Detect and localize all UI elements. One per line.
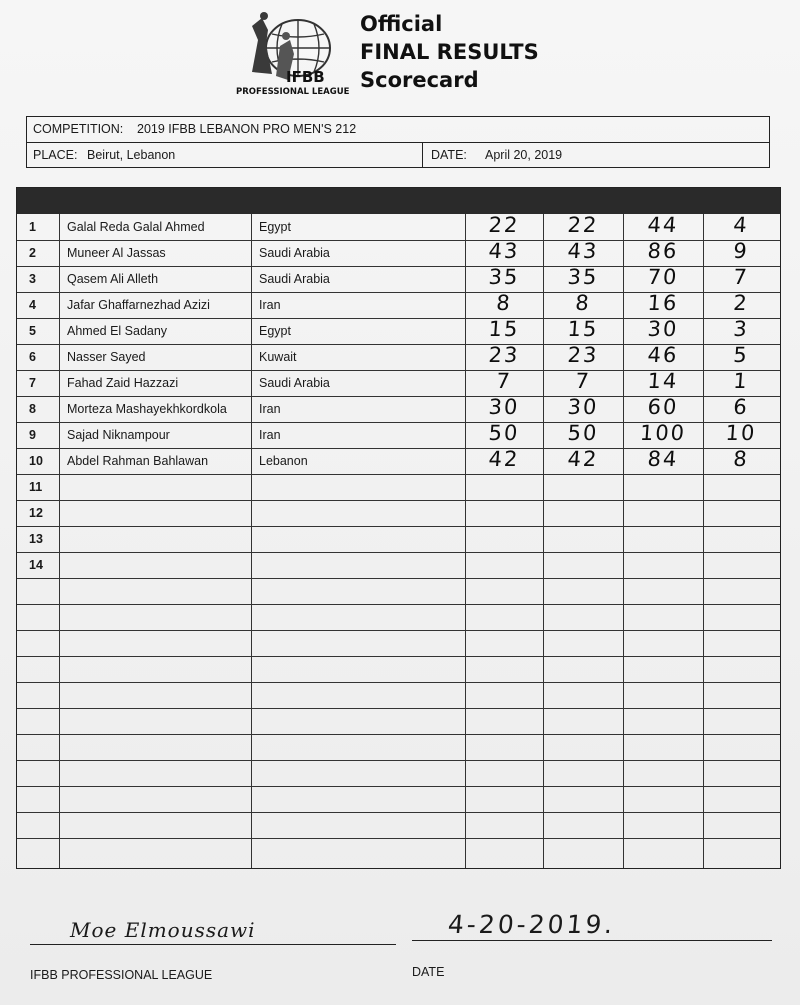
competition-row bbox=[27, 117, 769, 143]
results-table bbox=[16, 187, 781, 869]
row-divider bbox=[17, 474, 780, 475]
date-footer-label: DATE bbox=[412, 965, 445, 979]
score-s1: 23 bbox=[487, 343, 521, 367]
date-value: April 20, 2019 bbox=[485, 148, 563, 162]
score-s2: 15 bbox=[566, 317, 600, 341]
row-divider bbox=[17, 734, 780, 735]
score-s1: 8 bbox=[495, 291, 513, 315]
row-divider bbox=[17, 812, 780, 813]
score-s2: 42 bbox=[566, 447, 600, 471]
column-divider bbox=[703, 214, 704, 868]
score-s1: 7 bbox=[495, 369, 513, 393]
score-total: 70 bbox=[646, 265, 680, 289]
competition-info-box bbox=[26, 116, 770, 168]
score-total: 60 bbox=[646, 395, 680, 419]
row-number: 5 bbox=[29, 324, 36, 338]
score-place: 6 bbox=[732, 395, 750, 419]
row-number: 13 bbox=[29, 532, 43, 546]
row-number: 6 bbox=[29, 350, 36, 364]
row-divider bbox=[17, 838, 780, 839]
row-number: 3 bbox=[29, 272, 36, 286]
competitor-country: Egypt bbox=[259, 220, 291, 234]
score-total: 14 bbox=[646, 369, 680, 393]
row-number: 4 bbox=[29, 298, 36, 312]
score-place: 2 bbox=[732, 291, 750, 315]
competitor-country: Egypt bbox=[259, 324, 291, 338]
handwritten-date: 4-20-2019. bbox=[446, 910, 617, 939]
competitor-country: Kuwait bbox=[259, 350, 297, 364]
score-s2: 35 bbox=[566, 265, 600, 289]
row-divider bbox=[17, 708, 780, 709]
place-date-row bbox=[27, 143, 769, 168]
competitor-country: Saudi Arabia bbox=[259, 376, 330, 390]
score-total: 84 bbox=[646, 447, 680, 471]
score-place: 7 bbox=[732, 265, 750, 289]
score-s2: 43 bbox=[566, 239, 600, 263]
row-number: 10 bbox=[29, 454, 43, 468]
score-s2: 23 bbox=[566, 343, 600, 367]
ifbb-logo-graphic bbox=[232, 10, 352, 98]
row-number: 1 bbox=[29, 220, 36, 234]
score-place: 1 bbox=[732, 369, 750, 393]
score-place: 8 bbox=[732, 447, 750, 471]
score-place: 10 bbox=[724, 421, 758, 445]
competitor-name: Morteza Mashayekhkordkola bbox=[67, 402, 227, 416]
score-place: 5 bbox=[732, 343, 750, 367]
competitor-name: Qasem Ali Alleth bbox=[67, 272, 159, 286]
competition-label: COMPETITION: bbox=[33, 122, 124, 136]
column-divider bbox=[251, 214, 252, 868]
row-divider bbox=[17, 604, 780, 605]
score-s1: 42 bbox=[487, 447, 521, 471]
score-place: 9 bbox=[732, 239, 750, 263]
score-total: 16 bbox=[646, 291, 680, 315]
column-divider bbox=[623, 214, 624, 868]
competitor-name: Muneer Al Jassas bbox=[67, 246, 166, 260]
competitor-country: Iran bbox=[259, 298, 281, 312]
score-s1: 22 bbox=[487, 213, 521, 237]
score-s1: 15 bbox=[487, 317, 521, 341]
place-label: PLACE: bbox=[33, 148, 78, 162]
score-place: 4 bbox=[732, 213, 750, 237]
competition-value: 2019 IFBB LEBANON PRO MEN'S 212 bbox=[137, 122, 357, 136]
title-line-1: Official bbox=[360, 12, 443, 36]
competitor-name: Nasser Sayed bbox=[67, 350, 146, 364]
ifbb-logo bbox=[232, 10, 352, 98]
place-value: Beirut, Lebanon bbox=[87, 148, 176, 162]
row-divider bbox=[17, 630, 780, 631]
row-divider bbox=[17, 682, 780, 683]
score-s1: 30 bbox=[487, 395, 521, 419]
column-divider bbox=[59, 214, 60, 868]
row-divider bbox=[17, 578, 780, 579]
row-divider bbox=[17, 760, 780, 761]
page-title bbox=[360, 10, 539, 94]
score-s1: 35 bbox=[487, 265, 521, 289]
competitor-country: Saudi Arabia bbox=[259, 272, 330, 286]
row-number: 7 bbox=[29, 376, 36, 390]
score-s2: 22 bbox=[566, 213, 600, 237]
score-s1: 43 bbox=[487, 239, 521, 263]
score-place: 3 bbox=[732, 317, 750, 341]
score-total: 100 bbox=[639, 421, 687, 445]
date-line bbox=[412, 940, 772, 941]
logo-text-ifbb: IFBB bbox=[286, 68, 325, 86]
competitor-country: Saudi Arabia bbox=[259, 246, 330, 260]
signature-label: IFBB PROFESSIONAL LEAGUE bbox=[30, 968, 213, 982]
row-number: 9 bbox=[29, 428, 36, 442]
competitor-country: Iran bbox=[259, 428, 281, 442]
score-s2: 7 bbox=[574, 369, 592, 393]
score-s1: 50 bbox=[487, 421, 521, 445]
signature-line bbox=[30, 944, 396, 945]
row-divider bbox=[17, 786, 780, 787]
row-divider bbox=[17, 500, 780, 501]
competitor-name: Fahad Zaid Hazzazi bbox=[67, 376, 179, 390]
table-header-bar bbox=[17, 188, 780, 214]
signature: Moe Elmoussawi bbox=[70, 918, 256, 942]
score-total: 46 bbox=[646, 343, 680, 367]
row-number: 8 bbox=[29, 402, 36, 416]
logo-text-professional-league: PROFESSIONAL LEAGUE bbox=[236, 87, 350, 97]
score-s2: 50 bbox=[566, 421, 600, 445]
competitor-name: Ahmed El Sadany bbox=[67, 324, 168, 338]
competitor-country: Iran bbox=[259, 402, 281, 416]
row-divider bbox=[17, 526, 780, 527]
title-line-2: FINAL RESULTS bbox=[360, 40, 539, 64]
competitor-name: Abdel Rahman Bahlawan bbox=[67, 454, 209, 468]
column-divider bbox=[465, 214, 466, 868]
score-s2: 8 bbox=[574, 291, 592, 315]
date-label: DATE: bbox=[431, 148, 467, 162]
header bbox=[232, 6, 592, 106]
title-line-3: Scorecard bbox=[360, 68, 479, 92]
row-number: 14 bbox=[29, 558, 43, 572]
row-divider bbox=[17, 552, 780, 553]
info-divider bbox=[422, 143, 423, 168]
competitor-country: Lebanon bbox=[259, 454, 308, 468]
score-s2: 30 bbox=[566, 395, 600, 419]
competitor-name: Galal Reda Galal Ahmed bbox=[67, 220, 205, 234]
competitor-name: Sajad Niknampour bbox=[67, 428, 170, 442]
row-number: 11 bbox=[29, 480, 43, 494]
score-total: 86 bbox=[646, 239, 680, 263]
competitor-name: Jafar Ghaffarnezhad Azizi bbox=[67, 298, 210, 312]
score-total: 30 bbox=[646, 317, 680, 341]
row-number: 12 bbox=[29, 506, 43, 520]
score-total: 44 bbox=[646, 213, 680, 237]
row-divider bbox=[17, 656, 780, 657]
column-divider bbox=[543, 214, 544, 868]
row-number: 2 bbox=[29, 246, 36, 260]
